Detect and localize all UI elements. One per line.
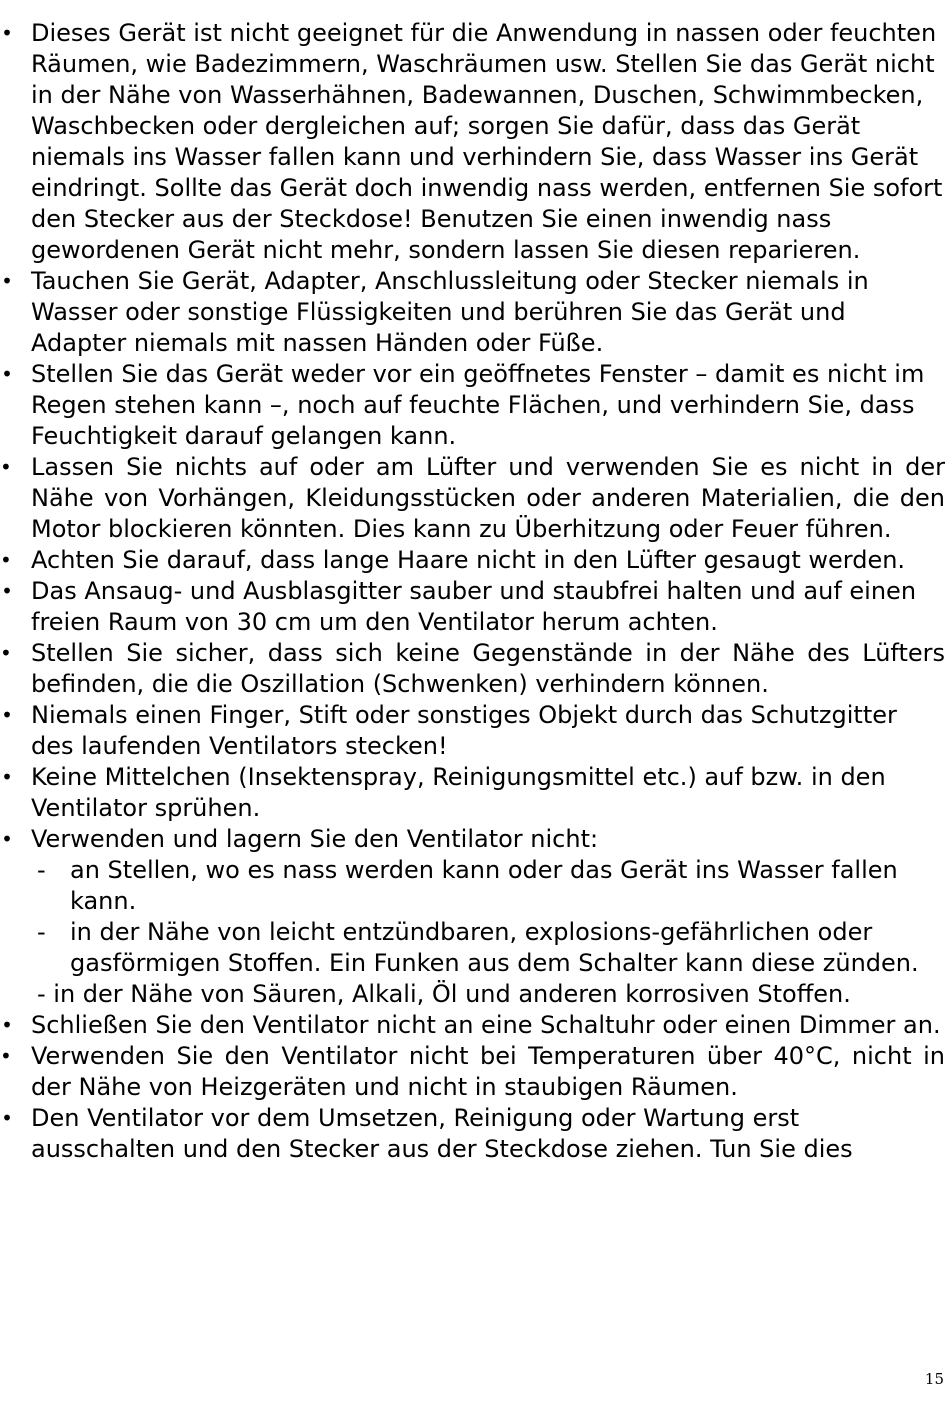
item-text: Dieses Gerät ist nicht geeignet für die Anwendung in nassen oder feuchten Räumen, wie Badezimmern, Waschräumen usw. Stellen Sie das Gerät nicht in der Nähe von Wasserhähnen, Badewannen, Duschen, Schwimmbecken, Waschbecken oder dergleichen auf; sorgen Sie dafür, dass das Gerät niemals ins Wasser fallen kann und verhindern Sie, dass Wasser ins Gerät eindringt. Sollte das Gerät doch inwendig nass werden, entfernen Sie sofort den Stecker aus der Steckdose! Benutzen Sie einen inwendig nass gewordenen Gerät nicht mehr, sondern lassen Sie diesen reparieren. xyxy=(31,19,943,264)
item-text: Niemals einen Finger, Stift oder sonstiges Objekt durch das Schutzgitter des laufenden Ventilators stecken! xyxy=(31,701,897,760)
bullet: • xyxy=(1,1106,13,1130)
bullet: • xyxy=(0,1044,12,1068)
item-text: Schließen Sie den Ventilator nicht an eine Schaltuhr oder einen Dimmer an. xyxy=(31,1011,941,1039)
list-item xyxy=(0,762,950,824)
bullet: • xyxy=(0,548,12,572)
list-item xyxy=(0,638,950,700)
sub-list-item xyxy=(0,917,950,979)
bullet: • xyxy=(0,455,12,479)
bullet: • xyxy=(1,579,13,603)
instructions-page xyxy=(0,18,950,1165)
item-text: Stellen Sie das Gerät weder vor ein geöffnetes Fenster – damit es nicht im Regen stehen kann –, noch auf feuchte Flächen, und verhindern Sie, dass Feuchtigkeit darauf gelangen kann. xyxy=(31,360,925,450)
item-text: Verwenden Sie den Ventilator nicht bei Temperaturen über 40°C, nicht in der Nähe von Heizgeräten und nicht in staubigen Räumen. xyxy=(31,1042,945,1101)
sub-item-text: an Stellen, wo es nass werden kann oder das Gerät ins Wasser fallen kann. xyxy=(70,856,898,915)
sub-list-item xyxy=(0,979,950,1010)
list-item xyxy=(0,18,950,266)
bullet: • xyxy=(1,1013,13,1037)
item-text: Das Ansaug- und Ausblasgitter sauber und staubfrei halten und auf einen freien Raum von 30 cm um den Ventilator herum achten. xyxy=(31,577,917,636)
list-item xyxy=(0,359,950,452)
bullet: • xyxy=(1,21,13,45)
list-item xyxy=(0,452,950,545)
list-item xyxy=(0,1010,950,1041)
list-item xyxy=(0,824,950,855)
sub-item-text: - in der Nähe von Säuren, Alkali, Öl und anderen korrosiven Stoffen. xyxy=(37,980,851,1008)
item-text: Achten Sie darauf, dass lange Haare nicht in den Lüfter gesaugt werden. xyxy=(31,546,906,574)
bullet: • xyxy=(0,641,12,665)
item-text: Verwenden und lagern Sie den Ventilator nicht: xyxy=(31,825,599,853)
item-text: Stellen Sie sicher, dass sich keine Gegenstände in der Nähe des Lüfters befinden, die die Oszillation (Schwenken) verhindern können. xyxy=(31,639,945,698)
list-item xyxy=(0,700,950,762)
item-text: Keine Mittelchen (Insektenspray, Reinigungsmittel etc.) auf bzw. in den Ventilator sprühen. xyxy=(31,763,886,822)
bullet: • xyxy=(1,765,13,789)
list-item xyxy=(0,266,950,359)
item-text: Lassen Sie nichts auf oder am Lüfter und verwenden Sie es nicht in der Nähe von Vorhängen, Kleidungsstücken oder anderen Materialien, die den Motor blockieren könnten. Dies kann zu Überhitzung oder Feuer führen. xyxy=(31,453,945,543)
item-text: Tauchen Sie Gerät, Adapter, Anschlussleitung oder Stecker niemals in Wasser oder sonstige Flüssigkeiten und berühren Sie das Gerät und Adapter niemals mit nassen Händen oder Füße. xyxy=(31,267,869,357)
item-text: Den Ventilator vor dem Umsetzen, Reinigung oder Wartung erst ausschalten und den Stecker aus der Steckdose ziehen. Tun Sie dies xyxy=(31,1104,853,1163)
dash: - xyxy=(37,856,46,884)
sub-item-text: in der Nähe von leicht entzündbaren, explosions-gefährlichen oder gasförmigen Stoffen. Ein Funken aus dem Schalter kann diese zünden. xyxy=(70,918,919,977)
dash: - xyxy=(37,918,46,946)
bullet: • xyxy=(1,703,13,727)
bullet: • xyxy=(1,269,13,293)
list-item xyxy=(0,1103,950,1165)
list-item xyxy=(0,545,950,576)
sub-list-item xyxy=(0,855,950,917)
list-item xyxy=(0,576,950,638)
bullet: • xyxy=(1,827,13,851)
list-item xyxy=(0,1041,950,1103)
bullet: • xyxy=(1,362,13,386)
page-number: 15 xyxy=(924,1370,944,1388)
